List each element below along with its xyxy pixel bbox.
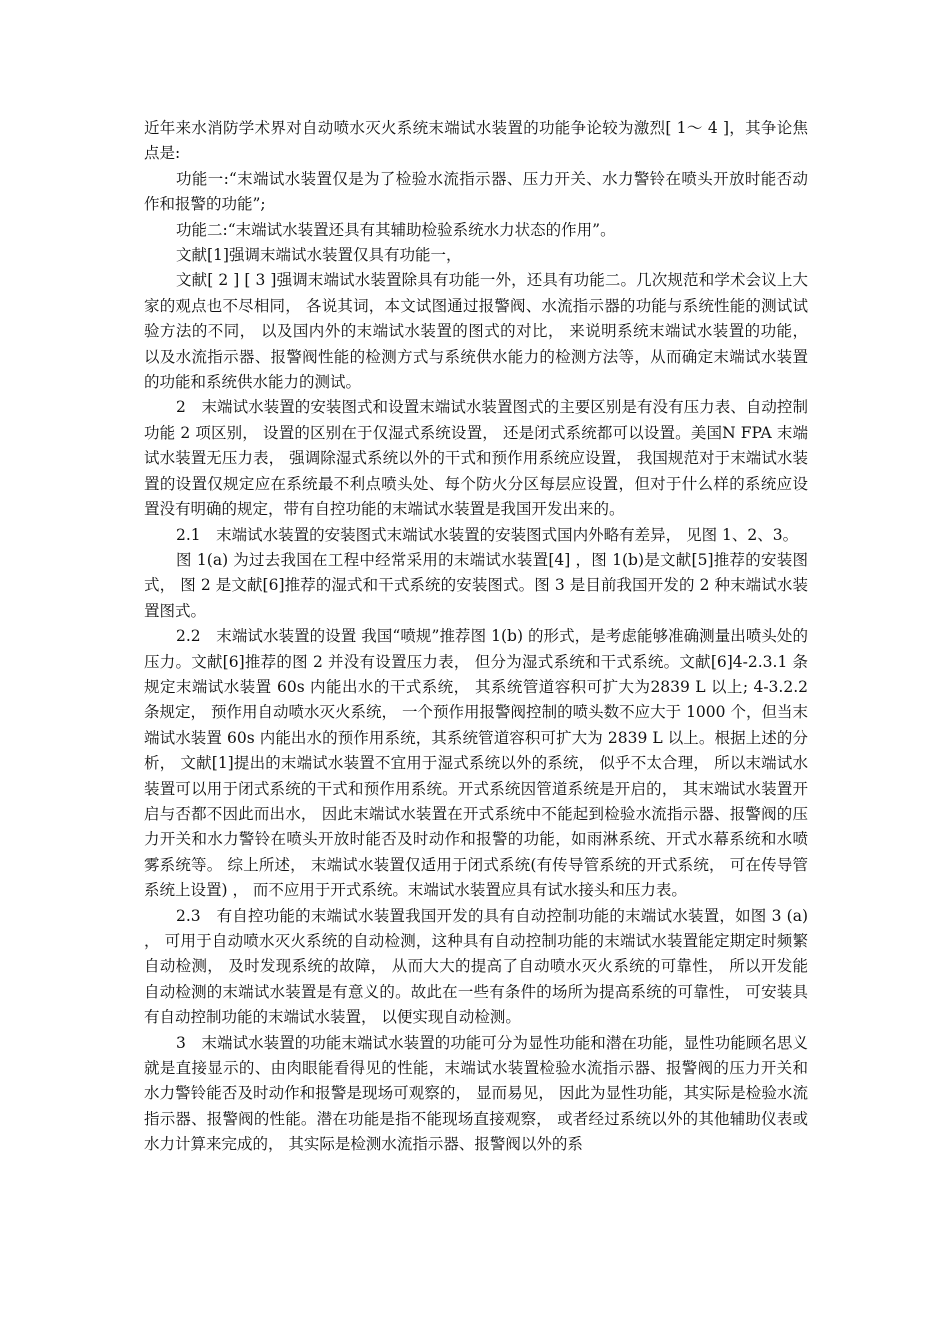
paragraph-section-2: 2 末端试水装置的安装图式和设置末端试水装置图式的主要区别是有没有压力表、自动控制功能 2 项区别， 设置的区别在于仅湿式系统设置， 还是闭式系统都可以设置。美国N FPA 末端试水装置无压力表， 强调除湿式系统以外的干式和预作用系统应设置， 我国规范对于末端试水装置的设置仅规定应在系统最不利点喷头处、每个防火分区每层应设置，但对于什么样的系统应设置没有明确的规定，带有自控功能的末端试水装置是我国开发出来的。	[144, 398, 808, 519]
document-body	[144, 116, 808, 1158]
paragraph-reference-2-3: 文献[ 2 ] [ 3 ]强调末端试水装置除具有功能一外，还具有功能二。几次规范和学术会议上大家的观点也不尽相同， 各说其词，本文试图通过报警阀、水流指示器的功能与系统性能的测试试验方法的不同， 以及国内外的末端试水装置的图式的对比， 来说明系统末端试水装置的功能， 以及水流指示器、报警阀性能的检测方式与系统供水能力的检测方法等，从而确定末端试水装置的功能和系统供水能力的测试。	[144, 271, 808, 392]
paragraph-reference-1: 文献[1]强调末端试水装置仅具有功能一，	[176, 246, 462, 265]
paragraph-section-3: 3 末端试水装置的功能末端试水装置的功能可分为显性功能和潜在功能，显性功能顾名思义就是直接显示的、由肉眼能看得见的性能，末端试水装置检验水流指示器、报警阀的压力开关和水力警铃能否及时动作和报警是现场可观察的， 显而易见， 因此为显性功能，其实际是检验水流指示器、报警阀的性能。潜在功能是指不能现场直接观察， 或者经过系统以外的其他辅助仪表或水力计算来完成的， 其实际是检测水流指示器、报警阀以外的系	[144, 1033, 808, 1154]
paragraph-function-two: 功能二:“末端试水装置还具有其辅助检验系统水力状态的作用”。	[176, 220, 616, 239]
paragraph-section-2-3: 2.3 有自控功能的末端试水装置我国开发的具有自动控制功能的末端试水装置，如图 3 (a) ， 可用于自动喷水灭火系统的自动检测，这种具有自动控制功能的末端试水装置能定期定时频繁自动检测， 及时发现系统的故障， 从而大大的提高了自动喷水灭火系统的可靠性， 所以开发能自动检测的末端试水装置是有意义的。故此在一些有条件的场所为提高系统的可靠性， 可安装具有自动控制功能的末端试水装置， 以便实现自动检测。	[144, 906, 808, 1027]
paragraph-section-2-1: 2.1 末端试水装置的安装图式末端试水装置的安装图式国内外略有差异， 见图 1、2、3。	[176, 525, 799, 544]
paragraph-figure-description: 图 1(a) 为过去我国在工程中经常采用的末端试水装置[4] ，图 1(b)是文献[5]推荐的安装图式， 图 2 是文献[6]推荐的湿式和干式系统的安装图式。图 3 是目前我国开发的 2 种末端试水装置图式。	[144, 550, 808, 620]
paragraph-function-one: 功能一:“末端试水装置仅是为了检验水流指示器、压力开关、水力警铃在喷头开放时能否动作和报警的功能”;	[144, 169, 808, 214]
paragraph-section-2-2: 2.2 末端试水装置的设置 我国“喷规”推荐图 1(b) 的形式，是考虑能够准确测量出喷头处的压力。文献[6]推荐的图 2 并没有设置压力表， 但分为湿式系统和干式系统。文献[6]4-2.3.1 条规定末端试水装置 60s 内能出水的干式系统， 其系统管道容积可扩大为2839 L 以上; 4-3.2.2 条规定， 预作用自动喷水灭火系统， 一个预作用报警阀控制的喷头数不应大于 1000 个，但当末端试水装置 60s 内能出水的预作用系统，其系统管道容积可扩大为 2839 L 以上。根据上述的分析， 文献[1]提出的末端试水装置不宜用于湿式系统以外的系统， 似乎不太合理， 所以末端试水装置可以用于闭式系统的干式和预作用系统。开式系统因管道系统是开启的， 其末端试水装置开启与否都不因此而出水， 因此末端试水装置在开式系统中不能起到检验水流指示器、报警阀的压力开关和水力警铃在喷头开放时能否及时动作和报警的功能，如雨淋系统、开式水幕系统和水喷雾系统等。 综上所述， 末端试水装置仅适用于闭式系统(有传导管系统的开式系统， 可在传导管系统上设置) ， 而不应用于开式系统。末端试水装置应具有试水接头和压力表。	[144, 627, 808, 900]
paragraph-intro: 近年来水消防学术界对自动喷水灭火系统末端试水装置的功能争论较为激烈[ 1～ 4 ]，其争论焦点是:	[144, 119, 808, 163]
